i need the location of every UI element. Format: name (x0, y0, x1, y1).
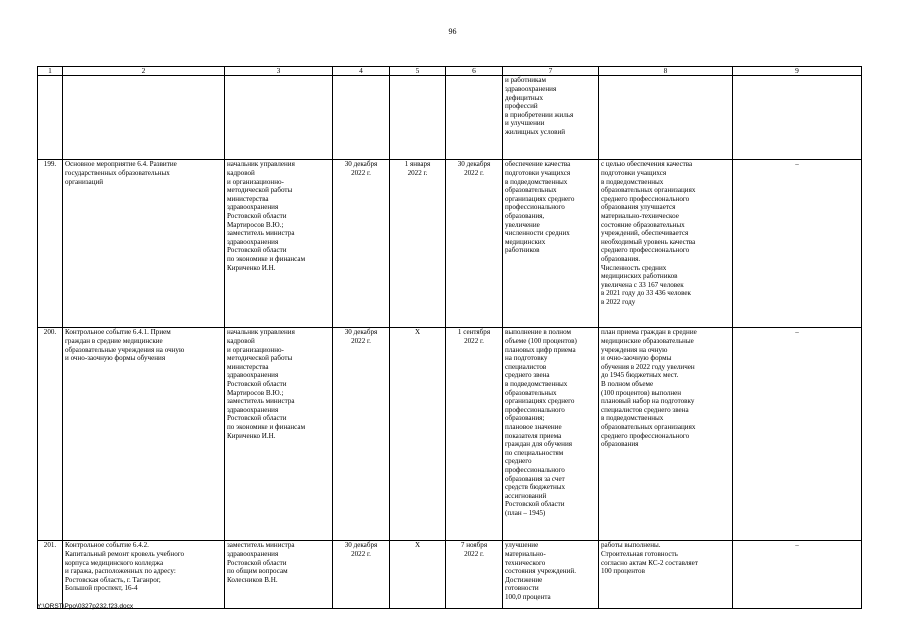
fact-start-cell (390, 76, 446, 160)
planned-result-cell: улучшение материально- технического состояния учреждений. Достижение готовности 100,0 процента (503, 541, 599, 609)
planned-result-cell: обеспечение качества подготовки учащихся в подведомственных образовательных организациях среднего профессионального образования, увеличение численности средних медицинских работников (503, 160, 599, 328)
fact-end-cell: 7 ноября 2022 г. (446, 541, 503, 609)
column-header: 8 (599, 67, 733, 76)
row-number: 200. (38, 328, 63, 541)
planned-result-cell: выполнение в полном объеме (100 процентов) плановых цифр приема на подготовку специалистов среднего звена в подведомственных образовательных организациях среднего профессионального образования; плановое значение показателя приема граждан для обучения по специальностям среднего профессионального образования за счет средств бюджетных ассигнований Ростовской области (план – 1945) (503, 328, 599, 541)
actual-result-cell: план приема граждан в средние медицинские образовательные учреждения на очную и очно-заочную формы обучения в 2022 году увеличен до 1945 бюджетных мест. В полном объеме (100 процентов) выполнен плановый набор на подготовку специалистов среднего звена в подведомственных образовательных организациях среднего профессионального образования (599, 328, 733, 541)
event-cell (63, 76, 225, 160)
note-cell (733, 76, 862, 160)
planned-result-cell: и работникам здравоохранения дефицитных профессий в приобретении жилья и улучшении жилищных условий (503, 76, 599, 160)
column-header: 7 (503, 67, 599, 76)
row-number (38, 76, 63, 160)
event-cell: Контрольное событие 6.4.1. Прием граждан в средние медицинские образовательные учреждения на очную и очно-заочную формы обучения (63, 328, 225, 541)
column-number-row (38, 67, 862, 76)
report-table (37, 66, 862, 609)
event-cell: Основное мероприятие 6.4. Развитие государственных образовательных организаций (63, 160, 225, 328)
plan-date-cell (333, 76, 390, 160)
event-cell: Контрольное событие 6.4.2. Капитальный ремонт кровель учебного корпуса медицинского колледжа и гаража, расположенных по адресу: Ростовская область, г. Таганрог, Большой проспект, 16-4 (63, 541, 225, 609)
column-header: 1 (38, 67, 63, 76)
responsible-cell: заместитель министра здравоохранения Ростовской области по общим вопросам Колесников В.Н. (225, 541, 333, 609)
responsible-cell: начальник управления кадровой и организационно- методической работы министерства здравоохранения Ростовской области Мартиросов В.Ю.; заместитель министра здравоохранения Ростовской области по экономике и финансам Кириченко И.Н. (225, 160, 333, 328)
responsible-cell (225, 76, 333, 160)
fact-end-cell: 1 сентября 2022 г. (446, 328, 503, 541)
fact-start-cell: Х (390, 541, 446, 609)
note-cell: – (733, 160, 862, 328)
actual-result-cell: с целью обеспечения качества подготовки учащихся в подведомственных образовательных организациях среднего профессионального образования улучшается материально-техническое состояние образовательных учреждений, обеспечивается необходимый уровень качества среднего профессионального образования. Численность средних медицинских работников увеличена с 33 167 человек в 2021 году до 33 436 человек в 2022 году (599, 160, 733, 328)
fact-start-cell: 1 января 2022 г. (390, 160, 446, 328)
fact-start-cell: Х (390, 328, 446, 541)
actual-result-cell: работы выполнены. Строительная готовность согласно актам КС-2 составляет 100 процентов (599, 541, 733, 609)
note-cell: – (733, 541, 862, 609)
actual-result-cell (599, 76, 733, 160)
row-number: 199. (38, 160, 63, 328)
fact-end-cell: 30 декабря 2022 г. (446, 160, 503, 328)
plan-date-cell: 30 декабря 2022 г. (333, 160, 390, 328)
column-header: 3 (225, 67, 333, 76)
row-number: 201. (38, 541, 63, 609)
plan-date-cell: 30 декабря 2022 г. (333, 541, 390, 609)
table-row (38, 160, 862, 328)
column-header: 2 (63, 67, 225, 76)
plan-date-cell: 30 декабря 2022 г. (333, 328, 390, 541)
table-row (38, 328, 862, 541)
responsible-cell: начальник управления кадровой и организационно- методической работы министерства здравоохранения Ростовской области Мартиросов В.Ю.; заместитель министра здравоохранения Ростовской области по экономике и финансам Кириченко И.Н. (225, 328, 333, 541)
column-header: 5 (390, 67, 446, 76)
page-number: 96 (448, 27, 457, 36)
table-row (38, 76, 862, 160)
fact-end-cell (446, 76, 503, 160)
file-path-footer: Y:\ORST\Ppo\0327p232.f23.docx (37, 603, 134, 610)
note-cell: – (733, 328, 862, 541)
column-header: 6 (446, 67, 503, 76)
column-header: 9 (733, 67, 862, 76)
column-header: 4 (333, 67, 390, 76)
table-row (38, 541, 862, 609)
